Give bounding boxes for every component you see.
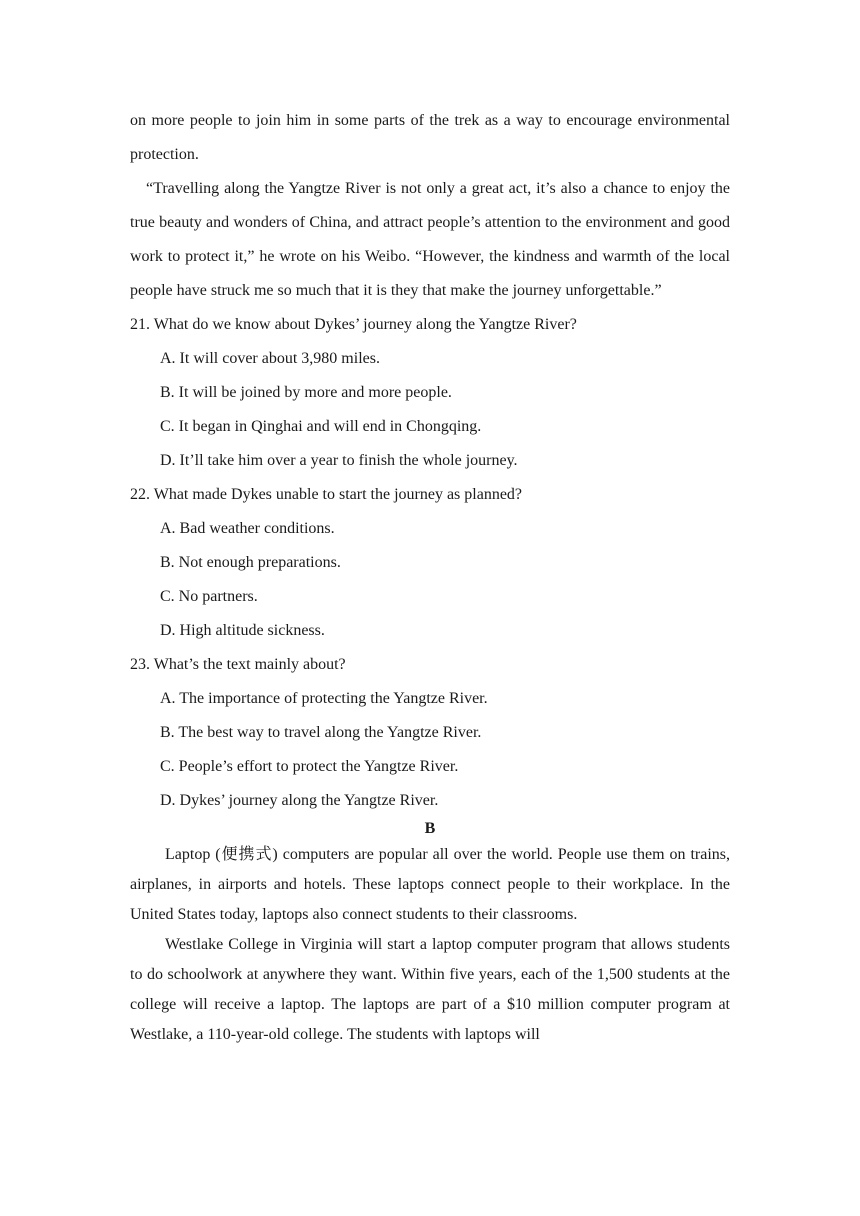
question-stem: 23. What’s the text mainly about? [130,656,346,673]
answer-option: B. Not enough preparations. [160,554,341,571]
section-title: B [424,820,436,837]
answer-option: B. It will be joined by more and more people. [160,384,452,401]
passage-a-paragraph: on more people to join him in some parts of the trek as a way to encourage environmental protection. [130,112,730,163]
passage-b-paragraph: Westlake College in Virginia will start a laptop computer program that allows students to do schoolwork at anywhere they want. Within five years, each of the 1,500 students at the college will receive a laptop. The laptops are part of a $10 million computer program at Westlake, a 110-year-old college. The students with laptops will [130,936,730,1043]
answer-option: D. Dykes’ journey along the Yangtze River. [160,792,439,809]
answer-option: C. People’s effort to protect the Yangtze River. [160,758,459,775]
document-page [130,104,730,1050]
answer-option: D. High altitude sickness. [160,622,325,639]
passage-a-paragraph: “Travelling along the Yangtze River is not only a great act, it’s also a chance to enjoy the true beauty and wonders of China, and attract people’s attention to the environment and good work to protect it,” he wrote on his Weibo. “However, the kindness and warmth of the local people have struck me so much that it is they that make the journey unforgettable.” [130,180,730,299]
answer-option: D. It’ll take him over a year to finish the whole journey. [160,452,518,469]
question-21 [130,308,730,478]
answer-option: A. Bad weather conditions. [160,520,335,537]
question-23 [130,648,730,818]
question-stem: 21. What do we know about Dykes’ journey along the Yangtze River? [130,316,577,333]
question-22 [130,478,730,648]
answer-option: C. No partners. [160,588,258,605]
answer-option: A. It will cover about 3,980 miles. [160,350,380,367]
answer-option: C. It began in Qinghai and will end in Chongqing. [160,418,482,435]
passage-b-paragraph: Laptop (便携式) computers are popular all over the world. People use them on trains, airplanes, in airports and hotels. These laptops connect people to their workplace. In the United States today, laptops also connect students to their classrooms. [130,846,730,923]
answer-option: A. The importance of protecting the Yangtze River. [160,690,488,707]
answer-option: B. The best way to travel along the Yangtze River. [160,724,482,741]
question-stem: 22. What made Dykes unable to start the journey as planned? [130,486,523,503]
